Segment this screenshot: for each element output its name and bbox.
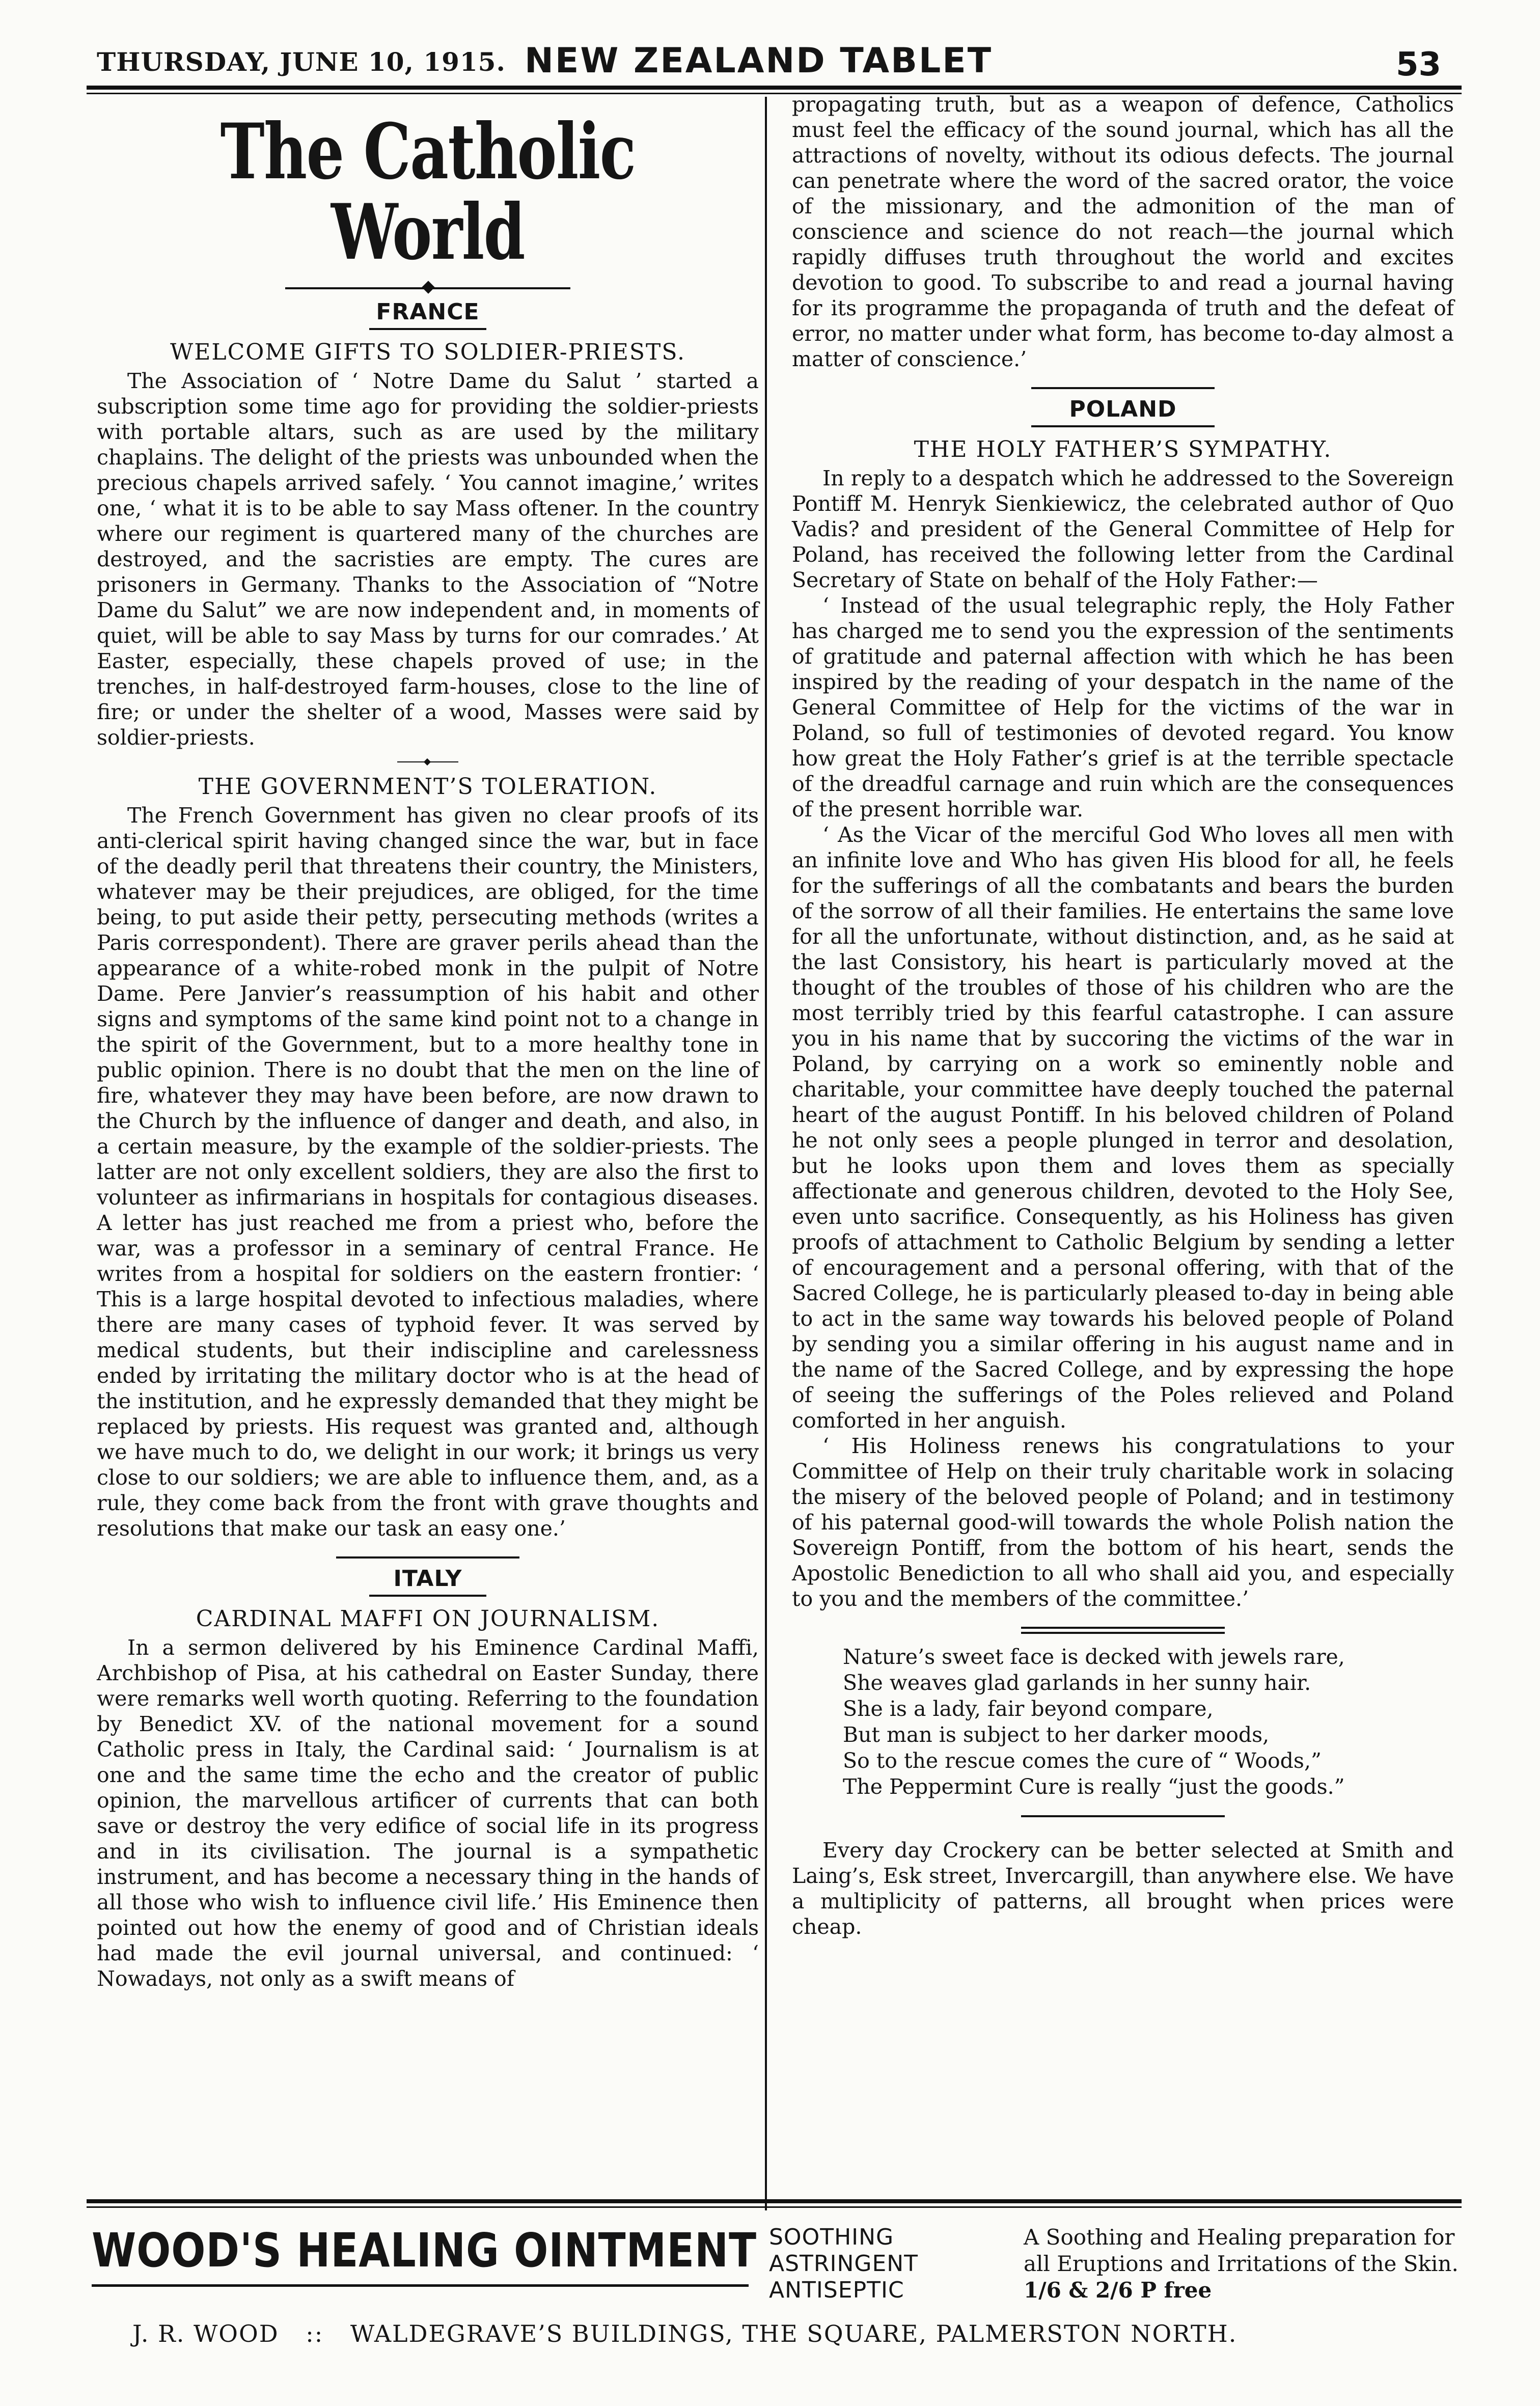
ad-property: ANTISEPTIC — [769, 2277, 904, 2303]
poland-heading: POLAND — [1069, 396, 1177, 422]
article-paragraph: The Association of ‘ Notre Dame du Salut ’ started a subscription some time ago for providing the soldier-priests with portable altars, such as are used by the military chaplains. The delight of the priests was unbounded when the precious chapels arrived safely. ‘ You cannot imagine,’ writes one, ‘ what it is to be able to say Mass oftener. In the country where our regiment is quartered many of the churches are destroyed, and the sacristies are empty. The cures are prisoners in Germany. Thanks to the Association of “Notre Dame du Salut” we are now independent and, in moments of quiet, will be able to say Mass by turns for our comrades.’ At Easter, especially, these chapels proved of use; in the trenches, in half-destroyed farm-houses, close to the line of fire; or under the shelter of a wood, Masses were said by soldier-priests. — [97, 369, 759, 750]
ointment-advertisement — [87, 2213, 1462, 2366]
ad-name-rule — [92, 2284, 749, 2287]
poem-end-rule — [1021, 1815, 1225, 1817]
poem — [843, 1644, 1454, 1800]
ad-description — [1024, 2224, 1462, 2304]
article-headline: THE HOLY FATHER’S SYMPATHY. — [914, 436, 1332, 462]
ad-top-rule-thin — [87, 2206, 1462, 2208]
issue-date: THURSDAY, JUNE 10, 1915. — [97, 47, 506, 77]
ad-separator: :: — [306, 2320, 324, 2347]
ad-top-rule — [87, 2199, 1462, 2203]
poem-line: She is a lady, fair beyond compare, — [843, 1697, 1214, 1721]
column-divider — [765, 97, 767, 2210]
title-ornament — [285, 283, 570, 294]
italy-heading: ITALY — [393, 1566, 462, 1592]
article-paragraph: ‘ His Holiness renews his congratulations to your Committee of Help on their truly charitable work in solacing the misery of the beloved people of Poland; and in testimony of his paternal good-will towards the whole Polish nation the Sovereign Pontiff, from the bottom of his heart, sends the Apostolic Benediction to all who shall aid you, and especially to you and the members of the committee.’ — [792, 1434, 1454, 1611]
section-rule — [336, 1556, 519, 1559]
left-column — [97, 97, 759, 1991]
masthead-rule — [87, 86, 1462, 90]
masthead — [87, 15, 1462, 92]
article-headline: WELCOME GIFTS TO SOLDIER-PRIESTS. — [170, 339, 685, 365]
crockery-advert: Every day Crockery can be better selected at Smith and Laing’s, Esk street, Invercargill, than anywhere else. We have a multiplicity of patterns, all brought when prices were cheap. — [792, 1838, 1454, 1939]
article-paragraph: The French Government has given no clear proofs of its anti-clerical spirit having changed since the war, but in face of the deadly peril that threatens their country, the Ministers, whatever may be their prejudices, are obliged, for the time being, to put aside their petty, persecuting methods (writes a Paris correspondent). There are graver perils ahead than the appearance of a white-robed monk in the pulpit of Notre Dame. Pere Janvier’s reassumption of his habit and other signs and symptoms of the same kind point not to a change in the spirit of the Government, but to a more healthy tone in public opinion. There is no doubt that the men on the line of fire, whatever they may have been before, are now drawn to the Church by the influence of danger and death, and also, in a certain measure, by the example of the soldier-priests. The latter are not only excellent soldiers, they are also the first to volunteer as infirmarians in hospitals for contagious diseases. A letter has just reached me from a priest who, before the war, was a professor in a seminary of central France. He writes from a hospital for soldiers on the eastern frontier: ‘ This is a large hospital devoted to infectious maladies, where there are many cases of typhoid fever. It was served by medical students, but their indiscipline and carelessness ended by irritating the military doctor who is at the head of the institution, and he expressly demanded that they might be replaced by priests. His request was granted and, although we have much to do, we delight in our work; it brings us very close to our soldiers; we are able to influence them, and, as a rule, they come back from the front with grave thoughts and resolutions that make our task an easy one.’ — [97, 803, 759, 1541]
right-column — [792, 92, 1454, 1939]
ad-price: 1/6 & 2/6 P free — [1024, 2278, 1212, 2303]
article-paragraph: In a sermon delivered by his Eminence Cardinal Maffi, Archbishop of Pisa, at his cathedral on Easter Sunday, there were remarks well worth quoting. Referring to the foundation by Benedict XV. of the national movement for a sound Catholic press in Italy, the Cardinal said: ‘ Journalism is at one and the same time the echo and the creator of public opinion, the marvellous artificer of currents that can both save or destroy the very edifice of social life in its progress and in its civilisation. The journal is a sympathetic instrument, and has become a necessary thing in the hands of all those who wish to influence civil life.’ His Eminence then pointed out how the enemy of good and of Christian ideals had made the evil journal universal, and continued: ‘ Nowadays, not only as a swift means of — [97, 1635, 759, 1991]
page-number: 53 — [1395, 46, 1441, 84]
article-paragraph: propagating truth, but as a weapon of defence, Catholics must feel the efficacy of the sound journal, which has all the attractions of novelty, without its odious defects. The journal can penetrate where the word of the sacred orator, the voice of the missionary, and the admonition of the man of conscience and science do not reach—the journal which rapidly diffuses truth throughout the world and excites devotion to good. To subscribe to and read a journal having for its programme the propaganda of truth and the defeat of error, no matter under what form, has become to-day almost a matter of conscience.’ — [792, 92, 1454, 371]
ad-address-line — [132, 2320, 1255, 2347]
article-headline: THE GOVERNMENT’S TOLERATION. — [198, 774, 657, 800]
ad-description-text: A Soothing and Healing preparation for all Eruptions and Irritations of the Skin. — [1024, 2225, 1459, 2276]
ad-property: SOOTHING — [769, 2224, 894, 2250]
article-divider — [397, 759, 458, 764]
publication-title: NEW ZEALAND TABLET — [525, 41, 993, 81]
poem-line: But man is subject to her darker moods, — [843, 1723, 1270, 1747]
ad-maker: J. R. WOOD — [132, 2320, 279, 2347]
poem-rule — [1021, 1627, 1225, 1634]
section-rule — [1031, 387, 1215, 389]
article-paragraph: In reply to a despatch which he addressed to the Sovereign Pontiff M. Henryk Sienkiewicz, the celebrated author of Quo Vadis? and president of the General Committee of Help for Poland, has received the following letter from the Cardinal Secretary of State on behalf of the Holy Father:— — [792, 466, 1454, 592]
ad-address: WALDEGRAVE’S BUILDINGS, THE SQUARE, PALMERSTON NORTH. — [350, 2320, 1238, 2347]
ad-property: ASTRINGENT — [769, 2251, 919, 2277]
article-paragraph: ‘ Instead of the usual telegraphic reply, the Holy Father has charged me to send you the expression of the sentiments of gratitude and paternal affection with which he has been inspired by the reading of your despatch in the name of the General Committee of Help for the victims of the war in Poland, so full of testimonies of devoted regard. You know how great the Holy Father’s grief is at the terrible spectacle of the dreadful carnage and ruin which are the consequences of the present horrible war. — [792, 593, 1454, 822]
ad-product-name: WOOD'S HEALING OINTMENT — [92, 2223, 757, 2278]
poem-line: She weaves glad garlands in her sunny hair. — [843, 1671, 1311, 1695]
france-heading: FRANCE — [376, 299, 480, 325]
heading-rule — [1031, 425, 1215, 427]
article-paragraph: ‘ As the Vicar of the merciful God Who loves all men with an infinite love and Who has given His blood for all, he feels for the sufferings of all the combatants and bears the burden of the sorrow of all their families. He entertains the same love for all the unfortunate, without distinction, and, as he said at the last Consistory, his heart is particularly moved at the thought of the troubles of those of his children who are the most terribly tried by this fearful catastrophe. I can assure you in his name that by succoring the victims of the war in Poland, by carrying on a work so eminently noble and charitable, your committee have deeply touched the paternal heart of the august Pontiff. In his beloved children of Poland he not only sees a people plunged in terror and desolation, but he looks upon them and loves them as specially affectionate and generous children, devoted to the Holy See, even unto sacrifice. Consequently, as his Holiness has given proofs of attachment to Catholic Belgium by sending a letter of encouragement and a personal offering, with that of the Sacred College, he is particularly pleased to-day in being able to act in the same way towards his beloved people of Poland by sending you a similar offering in his august name and in the name of the Sacred College, and by expressing the hope of seeing the sufferings of the Poles relieved and Poland comforted in her anguish. — [792, 823, 1454, 1433]
heading-rule — [369, 1595, 486, 1597]
ad-properties — [769, 2224, 918, 2304]
poem-line: So to the rescue comes the cure of “ Woods,” — [843, 1748, 1322, 1773]
poem-line: Nature’s sweet face is decked with jewels rare, — [843, 1645, 1345, 1669]
article-headline: CARDINAL MAFFI ON JOURNALISM. — [196, 1606, 660, 1632]
section-title: The Catholic World — [220, 107, 636, 277]
heading-rule — [369, 328, 486, 330]
poem-line: The Peppermint Cure is really “just the goods.” — [843, 1774, 1345, 1799]
